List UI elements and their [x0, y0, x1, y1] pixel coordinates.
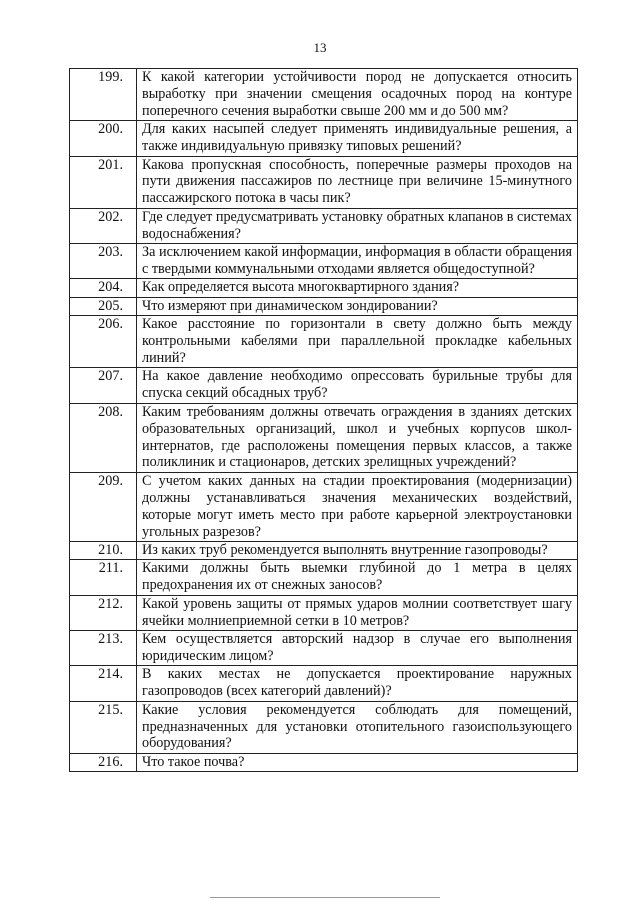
questions-table — [69, 68, 578, 772]
page-number: 13 — [313, 40, 327, 55]
question-number: 213. — [70, 631, 137, 666]
question-row — [70, 701, 578, 753]
question-row — [70, 208, 578, 243]
question-row — [70, 560, 578, 595]
question-text: Как определяется высота многоквартирного здания? — [137, 279, 578, 297]
question-text: Какой уровень защиты от прямых ударов молнии соответствует шагу ячейки молниеприемной сетки в 10 метров? — [137, 595, 578, 630]
question-number: 204. — [70, 279, 137, 297]
question-text: Какое расстояние по горизонтали в свету должно быть между контрольными кабелями при параллельной прокладке кабельных линий? — [137, 316, 578, 368]
question-row — [70, 753, 578, 771]
question-row — [70, 403, 578, 472]
question-number: 210. — [70, 541, 137, 559]
question-row — [70, 631, 578, 666]
question-row — [70, 316, 578, 368]
questions-table-body — [70, 69, 578, 772]
question-text: Что такое почва? — [137, 753, 578, 771]
question-number: 201. — [70, 156, 137, 208]
question-number: 215. — [70, 701, 137, 753]
question-text: В каких местах не допускается проектирование наружных газопроводов (всех категорий давлений)? — [137, 666, 578, 701]
question-text: Что измеряют при динамическом зондировании? — [137, 297, 578, 315]
question-number: 200. — [70, 121, 137, 156]
question-number: 203. — [70, 244, 137, 279]
question-text: Какова пропускная способность, поперечные размеры проходов на пути движения пассажиров по лестнице при величине 15-минутного пассажирского потока в часы пик? — [137, 156, 578, 208]
question-text: Каким требованиям должны отвечать ограждения в зданиях детских образовательных организаций, школ и учебных корпусов школ-интернатов, где расположены помещения первых классов, а также поликлиник и стационаров, детских зрелищных учреждений? — [137, 403, 578, 472]
question-number: 208. — [70, 403, 137, 472]
question-number: 199. — [70, 69, 137, 121]
question-number: 202. — [70, 208, 137, 243]
question-row — [70, 69, 578, 121]
question-number: 207. — [70, 368, 137, 403]
question-row — [70, 156, 578, 208]
bottom-divider — [210, 897, 440, 898]
question-row — [70, 368, 578, 403]
question-text: Какие условия рекомендуется соблюдать для помещений, предназначенных для установки отопительного газоиспользующего оборудования? — [137, 701, 578, 753]
question-text: Для каких насыпей следует применять индивидуальные решения, а также индивидуальную привязку типовых решений? — [137, 121, 578, 156]
question-number: 216. — [70, 753, 137, 771]
question-text: Какими должны быть выемки глубиной до 1 метра в целях предохранения их от снежных заносов? — [137, 560, 578, 595]
question-row — [70, 666, 578, 701]
question-number: 206. — [70, 316, 137, 368]
question-text: На какое давление необходимо опрессовать бурильные трубы для спуска секций обсадных труб? — [137, 368, 578, 403]
question-row — [70, 541, 578, 559]
question-row — [70, 297, 578, 315]
question-row — [70, 472, 578, 541]
question-row — [70, 244, 578, 279]
question-text: Кем осуществляется авторский надзор в случае его выполнения юридическим лицом? — [137, 631, 578, 666]
question-text: С учетом каких данных на стадии проектирования (модернизации) должны устанавливаться значения механических воздействий, которые могут иметь место при работе карьерной электроустановки угольных разрезов? — [137, 472, 578, 541]
question-text: К какой категории устойчивости пород не допускается относить выработку при значении смещения осадочных пород на контуре поперечного сечения выработки свыше 200 мм и до 500 мм? — [137, 69, 578, 121]
question-row — [70, 121, 578, 156]
question-number: 214. — [70, 666, 137, 701]
question-text: Где следует предусматривать установку обратных клапанов в системах водоснабжения? — [137, 208, 578, 243]
question-text: За исключением какой информации, информация в области обращения с твердыми коммунальными отходами является общедоступной? — [137, 244, 578, 279]
question-row — [70, 595, 578, 630]
question-text: Из каких труб рекомендуется выполнять внутренние газопроводы? — [137, 541, 578, 559]
question-number: 211. — [70, 560, 137, 595]
question-number: 212. — [70, 595, 137, 630]
question-row — [70, 279, 578, 297]
question-number: 209. — [70, 472, 137, 541]
question-number: 205. — [70, 297, 137, 315]
